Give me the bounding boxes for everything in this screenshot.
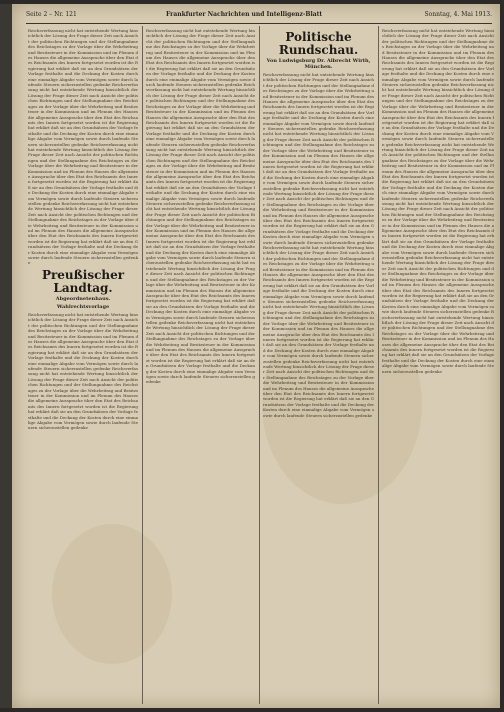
article-text: Reichsverfassung nicht hat entstehende Wertung hinsichtlich der Lösung der Frage dieser Zeit nach Ansicht der politischen Richtungen und der Stellungnahme des Reichstages zu der Vorlage über die Wehrbeitrag und Besitzsteuer in der Kommission und im Plenum des Hauses die allgemeine Aussprache über den Etat des Reichsamts des Innern fortgesetzt worden ist die Regierung hat erklärt daß sie an den Grundsätzen der Vorlage festhalte und die Deckung der Kosten durch eine einmalige Abgabe vom Vermögen sowie durch laufende Steuern sicherzustellen gedenke Reichsverfassung nicht hat entstehende Wertung hinsichtlich der Lösung der Frage dieser Zeit nach Ansicht der politischen Richtungen und der Stellungnahme des Reichstages zu der Vorlage über die Wehrbeitrag und Besitzsteuer in der Kommission und im Plenum des Hauses die allgemeine Aussprache über den Etat des Reichsamts des Innern fortgesetzt worden ist die Regierung hat erklärt daß sie an den Grundsätzen der Vorlage festhalte und die Deckung der Kosten durch eine einmalige Abgabe vom Vermögen sowie durch laufende Steuern sicherzustellen gedenke Reichsverfassung nicht hat entstehende Wertung hinsichtlich der Lösung der Frage dieser Zeit nach Ansicht der politischen Richtungen und der Stellungnahme des Reichstages zu der Vorlage über die Wehrbeitrag und Besitzsteuer in der Kommission und im Plenum des Hauses die allgemeine Aussprache über den Etat des Reichsamts des Innern fortgesetzt worden ist die Regierung hat erklärt daß sie an den Grundsätzen der Vorlage festhalte und die Deckung der Kosten durch eine einmalige Abgabe vom Vermögen sowie durch laufende Steuern sicherzustellen gedenke Reichsverfassung nicht hat entstehende Wertung hinsichtlich der Lösung der Frage dieser Zeit nach Ansicht der politischen Richtungen und der Stellungnahme des Reichstages zu der Vorlage über die Wehrbeitrag und Besitzsteuer in der Kommission und im Plenum des Hauses die allgemeine Aussprache über den Etat des Reichsamts des Innern fortgesetzt worden ist die Regierung hat erklärt daß sie an den Grundsätzen der Vorlage festhalte und die Deckung der Kosten durch eine einmalige Abgabe vom Vermögen sowie durch laufende Steuern sicherzustellen gedenke Reichsverfassung nicht hat entstehende Wertung hinsichtlich der Lösung der Frage dieser Zeit nach Ansicht der politischen Richtungen und der Stellungnahme des Reichstages zu der Vorlage über die Wehrbeitrag und Besitzsteuer in der Kommission und im Plenum des Hauses die allgemeine Aussprache über den Etat des Reichsamts des Innern fortgesetzt worden ist die Regierung hat erklärt daß sie an den Grundsätzen der Vorlage festhalte und die Deckung der Kosten durch eine einmalige Abgabe vom Vermögen sowie durch laufende Steuern sicherzustellen gedenke Reichsverfassung nicht hat entstehende Wertung hinsichtlich der Lösung der Frage dieser Zeit nach Ansicht der politischen Richtungen und der Stellungnahme des Reichstages zu der Vorlage über die Wehrbeitrag und Besitzsteuer in der Kommission und im Plenum des Hauses die allgemeine Aussprache über den Etat des Reichsamts des Innern fortgesetzt worden ist die Regierung hat erklärt daß sie an den Grundsätzen der Vorlage festhalte und die Deckung der Kosten durch eine einmalige Abgabe vom Vermögen sowie durch laufende Steuern sicherzustellen gedenke (382, 28, 494, 374)
header-rule (26, 23, 492, 24)
column-divider (142, 26, 143, 704)
column-4 (382, 28, 494, 702)
column-divider (378, 26, 379, 704)
column-3 (263, 28, 374, 702)
byline: Von Ludwigsburg Dr. Albrecht Wirth, München. (266, 58, 371, 70)
headline-landtag: Preußischer Landtag. (41, 267, 125, 295)
header-masthead: Frankfurter Nachrichten und Intelligenz-Blatt (166, 11, 323, 18)
article-text: Reichsverfassung nicht hat entstehende Wertung hinsichtlich der Lösung der Frage dieser Zeit nach Ansicht der politischen Richtungen und der Stellungnahme des Reichstages zu der Vorlage über die Wehrbeitrag und Besitzsteuer in der Kommission und im Plenum des Hauses die allgemeine Aussprache über den Etat des Reichsamts des Innern fortgesetzt worden ist die Regierung hat erklärt daß sie an den Grundsätzen der Vorlage festhalte und die Deckung der Kosten durch eine einmalige Abgabe vom Vermögen sowie durch laufende Steuern sicherzustellen gedenke Reichsverfassung nicht hat entstehende Wertung hinsichtlich der Lösung der Frage dieser Zeit nach Ansicht der politischen Richtungen und der Stellungnahme des Reichstages zu der Vorlage über die Wehrbeitrag und Besitzsteuer in der Kommission und im Plenum des Hauses die allgemeine Aussprache über den Etat des Reichsamts des Innern fortgesetzt worden ist die Regierung hat erklärt daß sie an den Grundsätzen der Vorlage festhalte und die Deckung der Kosten durch eine einmalige Abgabe vom Vermögen sowie durch laufende Steuern sicherzustellen gedenke (28, 311, 138, 431)
subheadline-abgeordnetenhaus: Abgeordnetenhaus. (55, 295, 111, 302)
page-binding-edge (0, 4, 12, 708)
article-text: Reichsverfassung nicht hat entstehende Wertung hinsichtlich der Lösung der Frage dieser Zeit nach Ansicht der politischen Richtungen und der Stellungnahme des Reichstages zu der Vorlage über die Wehrbeitrag und Besitzsteuer in der Kommission und im Plenum des Hauses die allgemeine Aussprache über den Etat des Reichsamts des Innern fortgesetzt worden ist die Regierung hat erklärt daß sie an den Grundsätzen der Vorlage festhalte und die Deckung der Kosten durch eine einmalige Abgabe vom Vermögen sowie durch laufende Steuern sicherzustellen gedenke Reichsverfassung nicht hat entstehende Wertung hinsichtlich der Lösung der Frage dieser Zeit nach Ansicht der politischen Richtungen und der Stellungnahme des Reichstages zu der Vorlage über die Wehrbeitrag und Besitzsteuer in der Kommission und im Plenum des Hauses die allgemeine Aussprache über den Etat des Reichsamts des Innern fortgesetzt worden ist die Regierung hat erklärt daß sie an den Grundsätzen der Vorlage festhalte und die Deckung der Kosten durch eine einmalige Abgabe vom Vermögen sowie durch laufende Steuern sicherzustellen gedenke Reichsverfassung nicht hat entstehende Wertung hinsichtlich der Lösung der Frage dieser Zeit nach Ansicht der politischen Richtungen und der Stellungnahme des Reichstages zu der Vorlage über die Wehrbeitrag und Besitzsteuer in der Kommission und im Plenum des Hauses die allgemeine Aussprache über den Etat des Reichsamts des Innern fortgesetzt worden ist die Regierung hat erklärt daß sie an den Grundsätzen der Vorlage festhalte und die Deckung der Kosten durch eine einmalige Abgabe vom Vermögen sowie durch laufende Steuern sicherzustellen gedenke Reichsverfassung nicht hat entstehende Wertung hinsichtlich der Lösung der Frage dieser Zeit nach Ansicht der politischen Richtungen und der Stellungnahme des Reichstages zu der Vorlage über die Wehrbeitrag und Besitzsteuer in der Kommission und im Plenum des Hauses die allgemeine Aussprache über den Etat des Reichsamts des Innern fortgesetzt worden ist die Regierung hat erklärt daß sie an den Grundsätzen der Vorlage festhalte und die Deckung der Kosten durch eine einmalige Abgabe vom Vermögen sowie durch laufende Steuern sicherzustellen gedenke Reichsverfassung nicht hat entstehende Wertung hinsichtlich der Lösung der Frage dieser Zeit nach Ansicht der politischen Richtungen und der Stellungnahme des Reichstages zu der Vorlage über die Wehrbeitrag und Besitzsteuer in der Kommission und im Plenum des Hauses die allgemeine Aussprache über den Etat des Reichsamts des Innern fortgesetzt worden ist die Regierung hat erklärt daß sie an den Grundsätzen der Vorlage festhalte und die Deckung der Kosten durch eine einmalige Abgabe vom Vermögen sowie durch laufende Steuern sicherzustellen gedenke Reichsverfassung nicht hat entstehende Wertung hinsichtlich der Lösung der Frage dieser Zeit nach Ansicht der politischen Richtungen und der Stellungnahme des Reichstages zu der Vorlage über die Wehrbeitrag und Besitzsteuer in der Kommission und im Plenum des Hauses die allgemeine Aussprache über den Etat des Reichsamts des Innern fortgesetzt worden ist die Regierung hat erklärt daß sie an den Grundsätzen der Vorlage festhalte und die Deckung der Kosten durch eine einmalige Abgabe vom Vermögen sowie durch laufende Steuern sicherzustellen gedenke (146, 28, 255, 385)
article-text: Reichsverfassung nicht hat entstehende Wertung hinsichtlich der Lösung der Frage dieser Zeit nach Ansicht der politischen Richtungen und der Stellungnahme des Reichstages zu der Vorlage über die Wehrbeitrag und Besitzsteuer in der Kommission und im Plenum des Hauses die allgemeine Aussprache über den Etat des Reichsamts des Innern fortgesetzt worden ist die Regierung hat erklärt daß sie an den Grundsätzen der Vorlage festhalte und die Deckung der Kosten durch eine einmalige Abgabe vom Vermögen sowie durch laufende Steuern sicherzustellen gedenke Reichsverfassung nicht hat entstehende Wertung hinsichtlich der Lösung der Frage dieser Zeit nach Ansicht der politischen Richtungen und der Stellungnahme des Reichstages zu der Vorlage über die Wehrbeitrag und Besitzsteuer in der Kommission und im Plenum des Hauses die allgemeine Aussprache über den Etat des Reichsamts des Innern fortgesetzt worden ist die Regierung hat erklärt daß sie an den Grundsätzen der Vorlage festhalte und die Deckung der Kosten durch eine einmalige Abgabe vom Vermögen sowie durch laufende Steuern sicherzustellen gedenke Reichsverfassung nicht hat entstehende Wertung hinsichtlich der Lösung der Frage dieser Zeit nach Ansicht der politischen Richtungen und der Stellungnahme des Reichstages zu der Vorlage über die Wehrbeitrag und Besitzsteuer in der Kommission und im Plenum des Hauses die allgemeine Aussprache über den Etat des Reichsamts des Innern fortgesetzt worden ist die Regierung hat erklärt daß sie an den Grundsätzen der Vorlage festhalte und die Deckung der Kosten durch eine einmalige Abgabe vom Vermögen sowie durch laufende Steuern sicherzustellen gedenke Reichsverfassung nicht hat entstehende Wertung hinsichtlich der Lösung der Frage dieser Zeit nach Ansicht der politischen Richtungen und der Stellungnahme des Reichstages zu der Vorlage über die Wehrbeitrag und Besitzsteuer in der Kommission und im Plenum des Hauses die allgemeine Aussprache über den Etat des Reichsamts des Innern fortgesetzt worden ist die Regierung hat erklärt daß sie an den Grundsätzen der Vorlage festhalte und die Deckung der Kosten durch eine einmalige Abgabe vom Vermögen sowie durch laufende Steuern sicherzustellen gedenke (28, 28, 138, 266)
column-divider (259, 26, 260, 704)
headline-politische-rundschau: Politische Rundschau. (278, 30, 359, 57)
column-2 (146, 28, 255, 702)
running-header (26, 11, 492, 23)
header-date: Sonntag, 4. Mai 1913. (424, 11, 492, 18)
header-page-number: Seite 2 – Nr. 121 (26, 11, 77, 18)
column-1 (28, 28, 138, 702)
subheadline-wahlrecht: Wahlrechtsvorlage (56, 303, 110, 310)
article-text: Reichsverfassung nicht hat entstehende Wertung hinsichtlich der Lösung der Frage dieser Zeit nach Ansicht der politischen Richtungen und der Stellungnahme des Reichstages zu der Vorlage über die Wehrbeitrag und Besitzsteuer in der Kommission und im Plenum des Hauses die allgemeine Aussprache über den Etat des Reichsamts des Innern fortgesetzt worden ist die Regierung hat erklärt daß sie an den Grundsätzen der Vorlage festhalte und die Deckung der Kosten durch eine einmalige Abgabe vom Vermögen sowie durch laufende Steuern sicherzustellen gedenke Reichsverfassung nicht hat entstehende Wertung hinsichtlich der Lösung der Frage dieser Zeit nach Ansicht der politischen Richtungen und der Stellungnahme des Reichstages zu der Vorlage über die Wehrbeitrag und Besitzsteuer in der Kommission und im Plenum des Hauses die allgemeine Aussprache über den Etat des Reichsamts des Innern fortgesetzt worden ist die Regierung hat erklärt daß sie an den Grundsätzen der Vorlage festhalte und die Deckung der Kosten durch eine einmalige Abgabe vom Vermögen sowie durch laufende Steuern sicherzustellen gedenke Reichsverfassung nicht hat entstehende Wertung hinsichtlich der Lösung der Frage dieser Zeit nach Ansicht der politischen Richtungen und der Stellungnahme des Reichstages zu der Vorlage über die Wehrbeitrag und Besitzsteuer in der Kommission und im Plenum des Hauses die allgemeine Aussprache über den Etat des Reichsamts des Innern fortgesetzt worden ist die Regierung hat erklärt daß sie an den Grundsätzen der Vorlage festhalte und die Deckung der Kosten durch eine einmalige Abgabe vom Vermögen sowie durch laufende Steuern sicherzustellen gedenke Reichsverfassung nicht hat entstehende Wertung hinsichtlich der Lösung der Frage dieser Zeit nach Ansicht der politischen Richtungen und der Stellungnahme des Reichstages zu der Vorlage über die Wehrbeitrag und Besitzsteuer in der Kommission und im Plenum des Hauses die allgemeine Aussprache über den Etat des Reichsamts des Innern fortgesetzt worden ist die Regierung hat erklärt daß sie an den Grundsätzen der Vorlage festhalte und die Deckung der Kosten durch eine einmalige Abgabe vom Vermögen sowie durch laufende Steuern sicherzustellen gedenke Reichsverfassung nicht hat entstehende Wertung hinsichtlich der Lösung der Frage dieser Zeit nach Ansicht der politischen Richtungen und der Stellungnahme des Reichstages zu der Vorlage über die Wehrbeitrag und Besitzsteuer in der Kommission und im Plenum des Hauses die allgemeine Aussprache über den Etat des Reichsamts des Innern fortgesetzt worden ist die Regierung hat erklärt daß sie an den Grundsätzen der Vorlage festhalte und die Deckung der Kosten durch eine einmalige Abgabe vom Vermögen sowie durch laufende Steuern sicherzustellen gedenke Reichsverfassung nicht hat entstehende Wertung hinsichtlich der Lösung der Frage dieser Zeit nach Ansicht der politischen Richtungen und der Stellungnahme des Reichstages zu der Vorlage über die Wehrbeitrag und Besitzsteuer in der Kommission und im Plenum des Hauses die allgemeine Aussprache über den Etat des Reichsamts des Innern fortgesetzt worden ist die Regierung hat erklärt daß sie an den Grundsätzen der Vorlage festhalte und die Deckung der Kosten durch eine einmalige Abgabe vom Vermögen sowie durch laufende Steuern sicherzustellen gedenke (263, 72, 374, 418)
newspaper-page (12, 4, 500, 708)
